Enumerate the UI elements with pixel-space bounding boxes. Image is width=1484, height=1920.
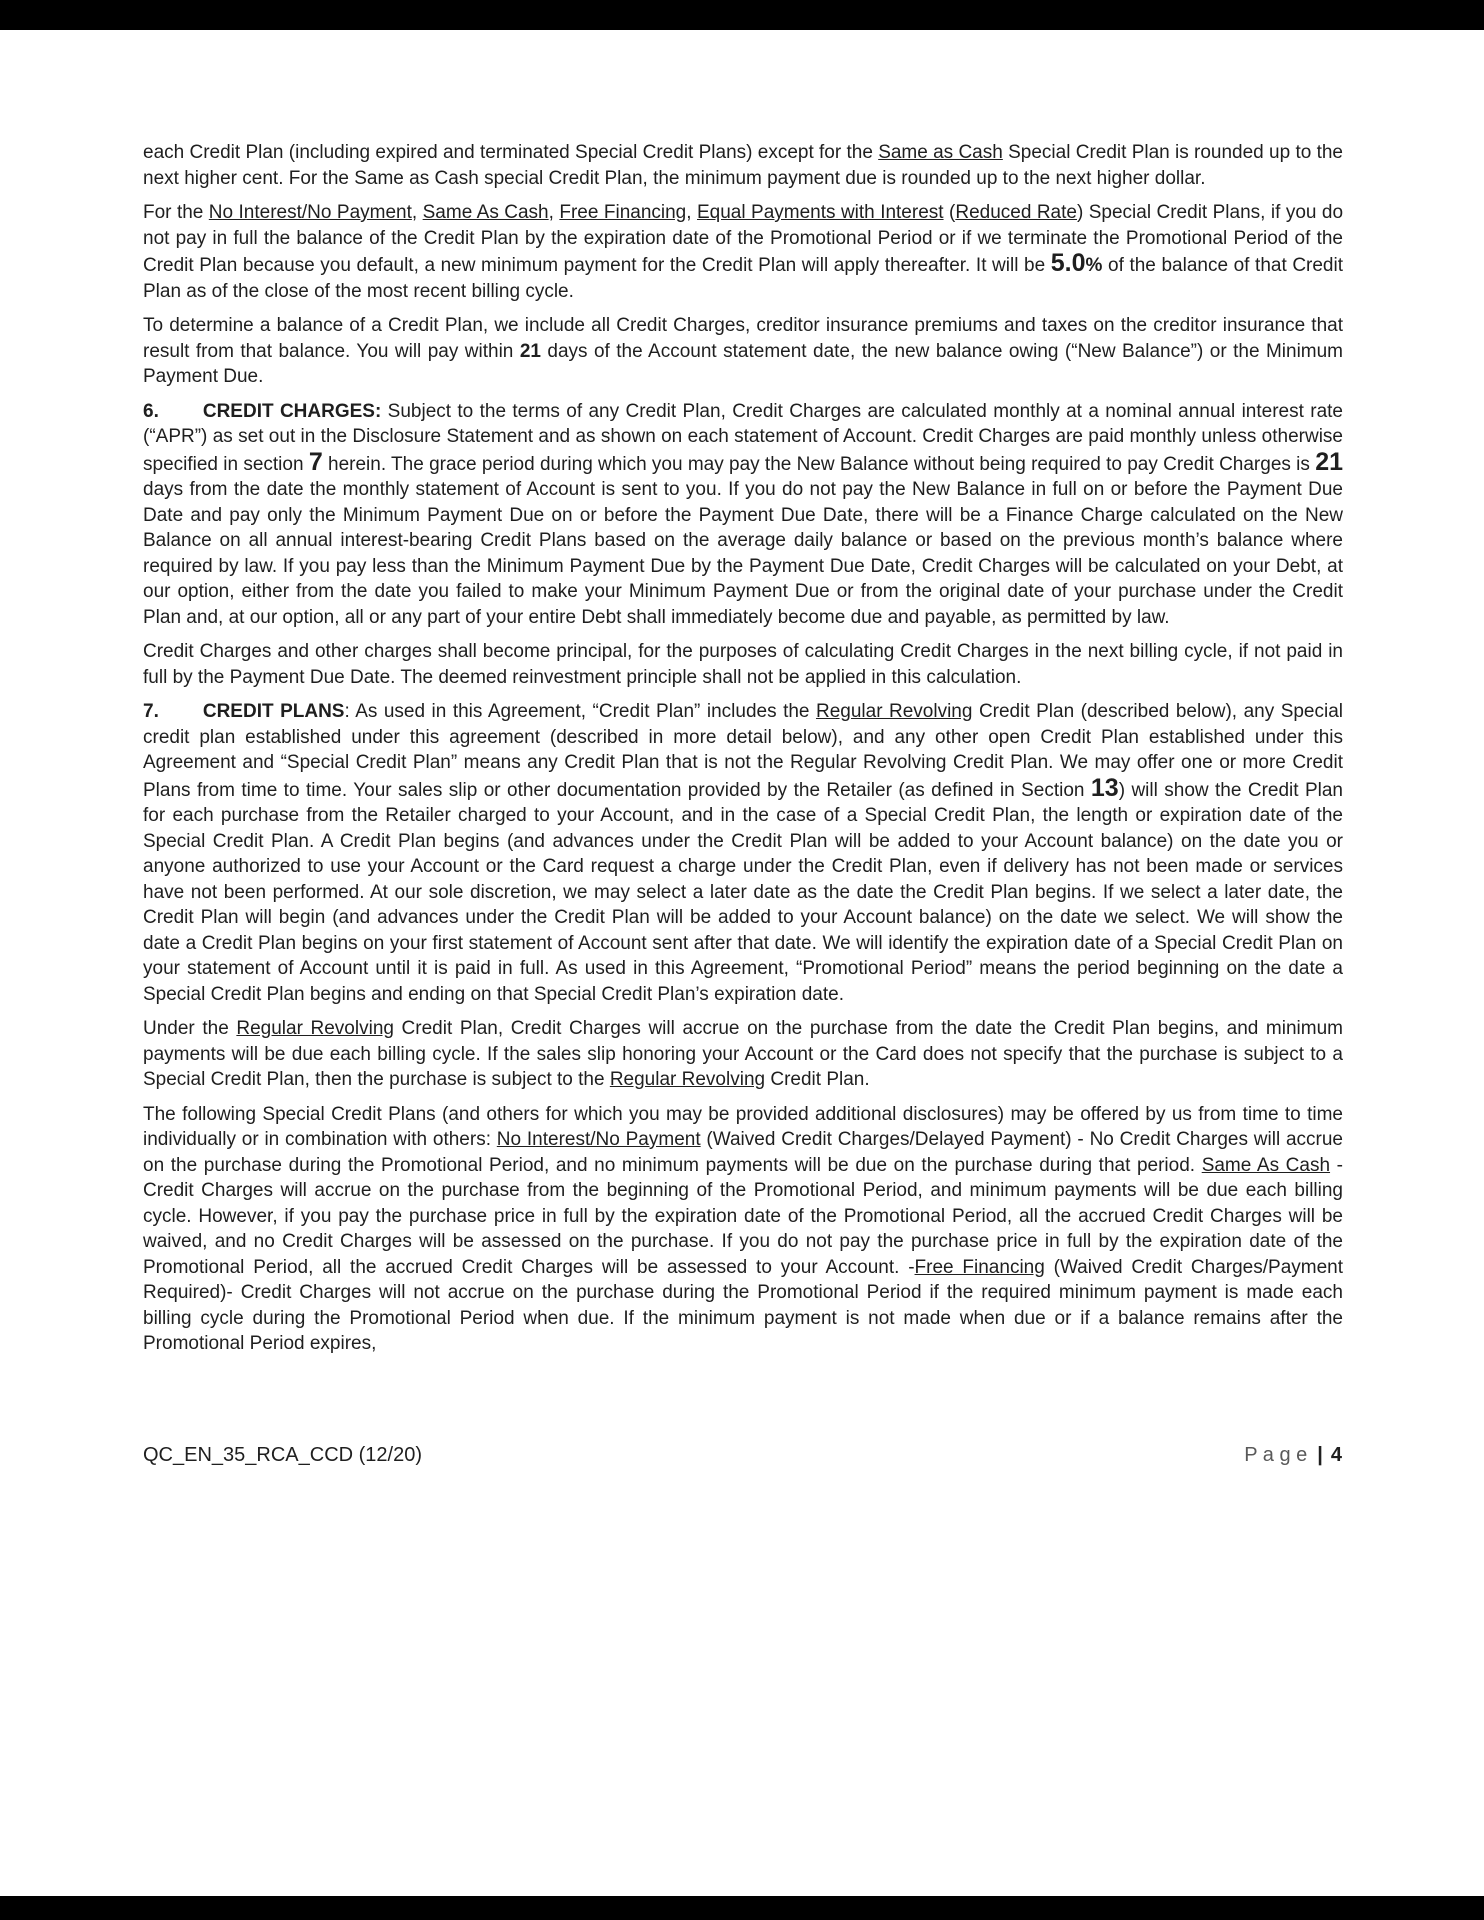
footer-page-separator: | [1317,1444,1323,1466]
text-segment: 5.0 [1050,249,1086,277]
text-segment: Subject to the terms of any Credit Plan, Credit Charges are calculated monthly at a nominal annual interest rate (“APR”) as set out in the Disclosure Statement and as shown on each statement of Account. Credit Charges are paid monthly unless otherwise specified in section [143,400,1343,475]
text-segment: Regular Revolving [815,701,973,722]
text-segment: To determine a balance of a Credit Plan, we include all Credit Charges, creditor insurance premiums and taxes on the creditor insurance that result from that balance. You will pay within [143,315,1343,362]
text-segment: 7 [308,447,323,476]
text-segment: Free Financing [914,1256,1045,1278]
text-segment: (Waived Credit Charges/Delayed Payment) - No Credit Charges will accrue on the purchase during the Promotional Period, and no minimum payments will be due on the purchase during that period. [143,1129,1343,1176]
text-segment: days of the Account statement date, the new balance owing (“New Balance”) or the Minimum Payment Due. [143,340,1344,387]
text-segment: Same As Cash [422,202,549,223]
paragraph [143,140,1343,191]
text-segment: 21 [519,340,541,362]
text-segment: 6. [143,400,159,422]
text-segment: days from the date the monthly statement of Account is sent to you. If you do not pay the New Balance in full on or before the Payment Due Date and pay only the Minimum Payment Due on or before the Payment Due Date, there will be a Finance Charge calculated on the New Balance on all annual interest-bearing Credit Plans based on the average daily balance or based on the previous month’s balance where required by law. If you pay less than the Minimum Payment Due by the Payment Due Date, Credit Charges will be calculated on your Debt, at our option, either from the date you failed to make your Minimum Payment Due or from the original date of your purchase under the Credit Plan and, at our option, all or any part of your entire Debt shall immediately become due and payable, as permitted by law. [143,479,1343,628]
paragraph [143,200,1343,304]
page-bottom-edge [0,1896,1484,1920]
text-segment: Regular Revolving [236,1018,394,1039]
document-body [143,140,1343,1366]
text-segment: 13 [1090,773,1119,802]
text-segment: ) will show the Credit Plan for each purchase from the Retailer charged to your Account, and in the case of a Special Credit Plan, the length or expiration date of the Special Credit Plan. A Credit Plan begins (and advances under the Credit Plan will be added to your Account balance) on the date you or anyone authorized to use your Account or the Card request a charge under the Credit Plan, even if delivery has not been made or services have not been performed. At our sole discretion, we may select a later date as the date the Credit Plan begins. If we select a later date, the Credit Plan will begin (and advances under the Credit Plan will be added to your Account balance) on the date we select. We will show the date a Credit Plan begins on your first statement of Account sent after that date. We will identify the expiration date of a Special Credit Plan on your statement of Account until it is paid in full. As used in this Agreement, “Promotional Period” means the period beginning on the date a Special Credit Plan begins and ending on that Special Credit Plan’s expiration date. [143,779,1343,1005]
text-segment: (Waived Credit Charges/Payment Required)- Credit Charges will not accrue on the purchase during the Promotional Period if the required minimum payment is made each billing cycle during the Promotional Period when due. If the minimum payment is not made when due or if a balance remains after the Promotional Period expires, [143,1256,1343,1354]
footer-doc-code: QC_EN_35_RCA_CCD (12/20) [143,1444,423,1466]
text-segment: herein. The grace period during which you may pay the New Balance without being required to pay Credit Charges is [322,453,1316,475]
footer-page-number: 4 [1330,1444,1342,1466]
text-segment: ) Special Credit Plans, if you do not pay in full the balance of the Credit Plan by the expiration date of the Promotional Period or if we terminate the Promotional Period of the Credit Plan because you default, a new minimum payment for the Credit Plan will apply thereafter. It will be [143,202,1344,276]
text-segment: , [686,202,697,223]
paragraph [143,1102,1343,1357]
text-segment: No Interest/No Payment [208,202,412,223]
paragraph [143,639,1343,690]
text-segment: For the [143,202,209,223]
text-segment: Special Credit Plan is rounded up to the next higher cent. For the Same as Cash special Credit Plan, the minimum payment due is rounded up to the next higher dollar. [143,142,1343,189]
text-segment: - Credit Charges will accrue on the purchase from the beginning of the Promotional Period, and minimum payments will be due each billing cycle. However, if you pay the purchase price in full by the expiration date of the Promotional Period, all the accrued Credit Charges will be waived, and no Credit Charges will be assessed on the purchase. If you do not pay the purchase price in full by the expiration date of the Promotional Period, all the accrued Credit Charges will be assessed to your Account. - [143,1154,1343,1278]
text-segment: each Credit Plan (including expired and terminated Special Credit Plans) except for the [143,142,879,163]
text-segment: Same as Cash [878,142,1003,163]
text-segment: , [548,202,560,223]
text-segment: Credit Plan (described below), any Special credit plan established under this agreement (described in more detail below), and any other open Credit Plan established under this Agreement and “Special Credit Plan” means any Credit Plan that is not the Regular Revolving Credit Plan. We may offer one or more Credit Plans from time to time. Your sales slip or other documentation provided by the Retailer (as defined in Section [143,701,1344,801]
text-segment: CREDIT CHARGES: [202,400,382,422]
footer-page-word: P a g e [1244,1444,1308,1466]
text-segment: Credit Plan, Credit Charges will accrue on the purchase from the date the Credit Plan begins, and minimum payments will be due each billing cycle. If the sales slip honoring your Account or the Card does not specify that the purchase is subject to a Special Credit Plan, then the purchase is subject to the [143,1018,1343,1090]
text-segment: , [411,202,423,223]
text-segment: Reduced Rate [955,202,1077,223]
paragraph [143,313,1343,390]
text-segment: The following Special Credit Plans (and others for which you may be provided additional disclosures) may be offered by us from time to time individually or in combination with others: [143,1103,1343,1150]
text-segment: Credit Charges and other charges shall become principal, for the purposes of calculating Credit Charges in the next billing cycle, if not paid in full by the Payment Due Date. The deemed reinvestment principle shall not be applied in this calculation. [143,641,1343,688]
footer-page-indicator [1244,1444,1342,1467]
text-segment: Equal Payments with Interest [697,202,944,223]
page-top-edge [0,0,1484,30]
text-segment: CREDIT PLANS [202,701,345,722]
text-segment: % [1085,255,1103,276]
text-segment: ( [943,202,956,223]
paragraph [143,699,1343,1007]
paragraph [143,399,1343,631]
text-segment: Same As Cash [1201,1154,1331,1176]
text-segment: 7. [143,701,159,722]
text-segment: of the balance of that Credit Plan as of the close of the most recent billing cycle. [143,255,1343,302]
text-segment: Credit Plan. [765,1069,870,1090]
text-segment: 21 [1315,447,1343,476]
paragraph [143,1016,1343,1093]
text-segment: : As used in this Agreement, “Credit Plan” includes the [344,701,816,722]
footer [143,1444,1342,1467]
text-segment: Regular Revolving [609,1069,766,1090]
text-segment: Free Financing [559,202,687,223]
text-segment: Under the [143,1018,237,1039]
text-segment: No Interest/No Payment [496,1129,701,1150]
